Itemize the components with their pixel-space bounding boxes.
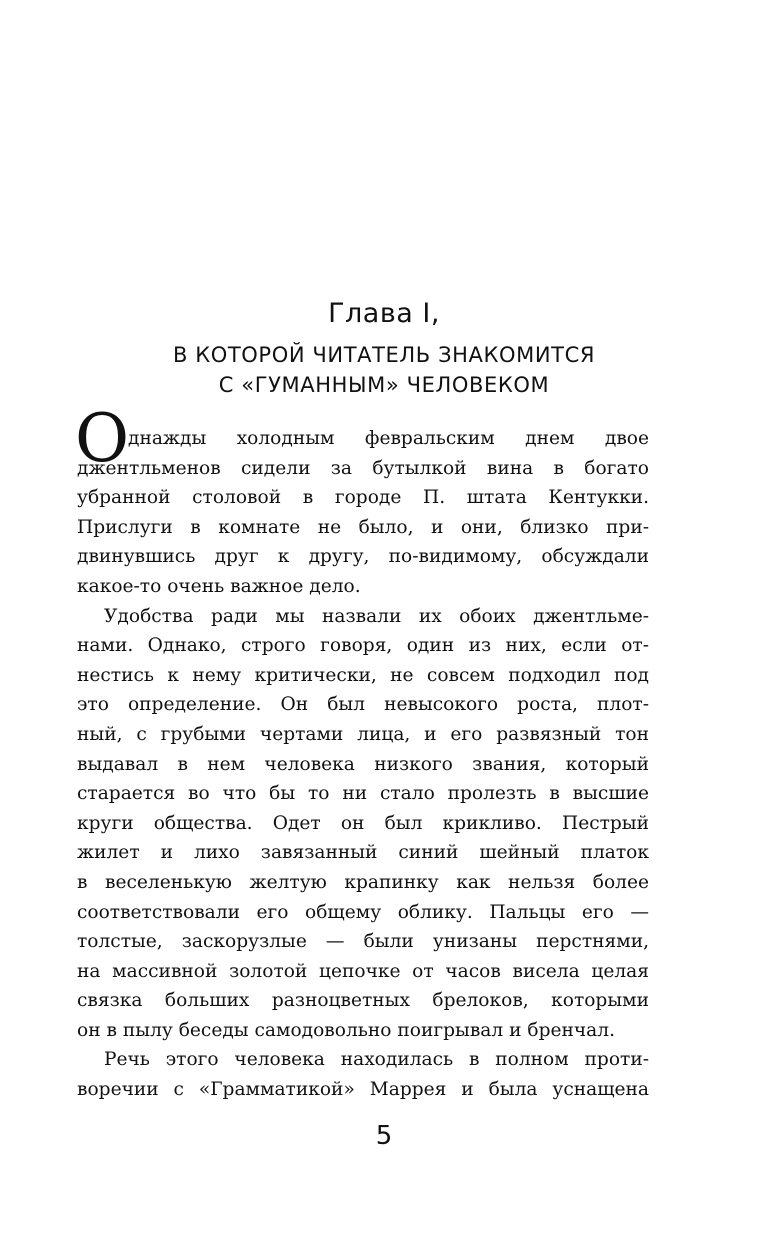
chapter-subtitle <box>0 340 768 400</box>
text-line: джентльменов сидели за бутылкой вина в богато <box>77 457 649 479</box>
text-line: убранной столовой в городе П. штата Кентукки. <box>77 487 649 509</box>
text-line: воречии с «Грамматикой» Маррея и была уснащена <box>77 1079 649 1101</box>
text-line: ный, с грубыми чертами лица, и его развязный тон <box>77 723 649 745</box>
text-line: двинувшись друг к другу, по-видимому, обсуждали <box>77 546 649 568</box>
drop-cap: О <box>75 400 130 477</box>
text-line: он в пылу беседы самодовольно поигрывал и бренчал. <box>77 1019 615 1041</box>
text-line: связка больших разноцветных брелоков, которыми <box>77 990 649 1012</box>
text-line: выдавал в нем человека низкого звания, который <box>77 753 649 775</box>
text-line: нестись к нему критически, не совсем подходил под <box>77 664 649 686</box>
text-line: круги общества. Одет он был крикливо. Пестрый <box>77 812 649 834</box>
text-line: Удобства ради мы назвали их обоих джентльме- <box>104 605 649 627</box>
text-line: Прислуги в комнате не было, и они, близко при- <box>77 516 649 538</box>
text-line: жилет и лихо завязанный синий шейный платок <box>77 842 649 864</box>
text-line: Речь этого человека находилась в полном проти- <box>104 1049 649 1071</box>
chapter-title: Глава I, <box>328 298 440 329</box>
text-line: старается во что бы то ни стало пролезть в высшие <box>77 783 649 805</box>
chapter-subtitle-line-1: В КОТОРОЙ ЧИТАТЕЛЬ ЗНАКОМИТСЯ <box>172 343 596 367</box>
text-line: в веселенькую желтую крапинку как нельзя более <box>77 871 649 893</box>
text-line: толстые, заскорузлые — были унизаны перстнями, <box>77 931 649 953</box>
text-line: соответствовали его общему облику. Пальцы его — <box>77 901 649 923</box>
text-line: какое-то очень важное дело. <box>77 575 361 597</box>
chapter-subtitle-line-2: С «ГУМАННЫМ» ЧЕЛОВЕКОМ <box>218 373 550 397</box>
text-line: это определение. Он был невысокого роста, плот- <box>77 694 649 716</box>
first-line-text: днажды холодным февральским днем двое <box>128 428 649 449</box>
body-text <box>75 400 649 1105</box>
text-line: нами. Однако, строго говоря, один из них, если от- <box>77 635 649 657</box>
page-number: 5 <box>375 1121 393 1151</box>
text-line: на массивной золотой цепочке от часов висела целая <box>77 960 649 982</box>
